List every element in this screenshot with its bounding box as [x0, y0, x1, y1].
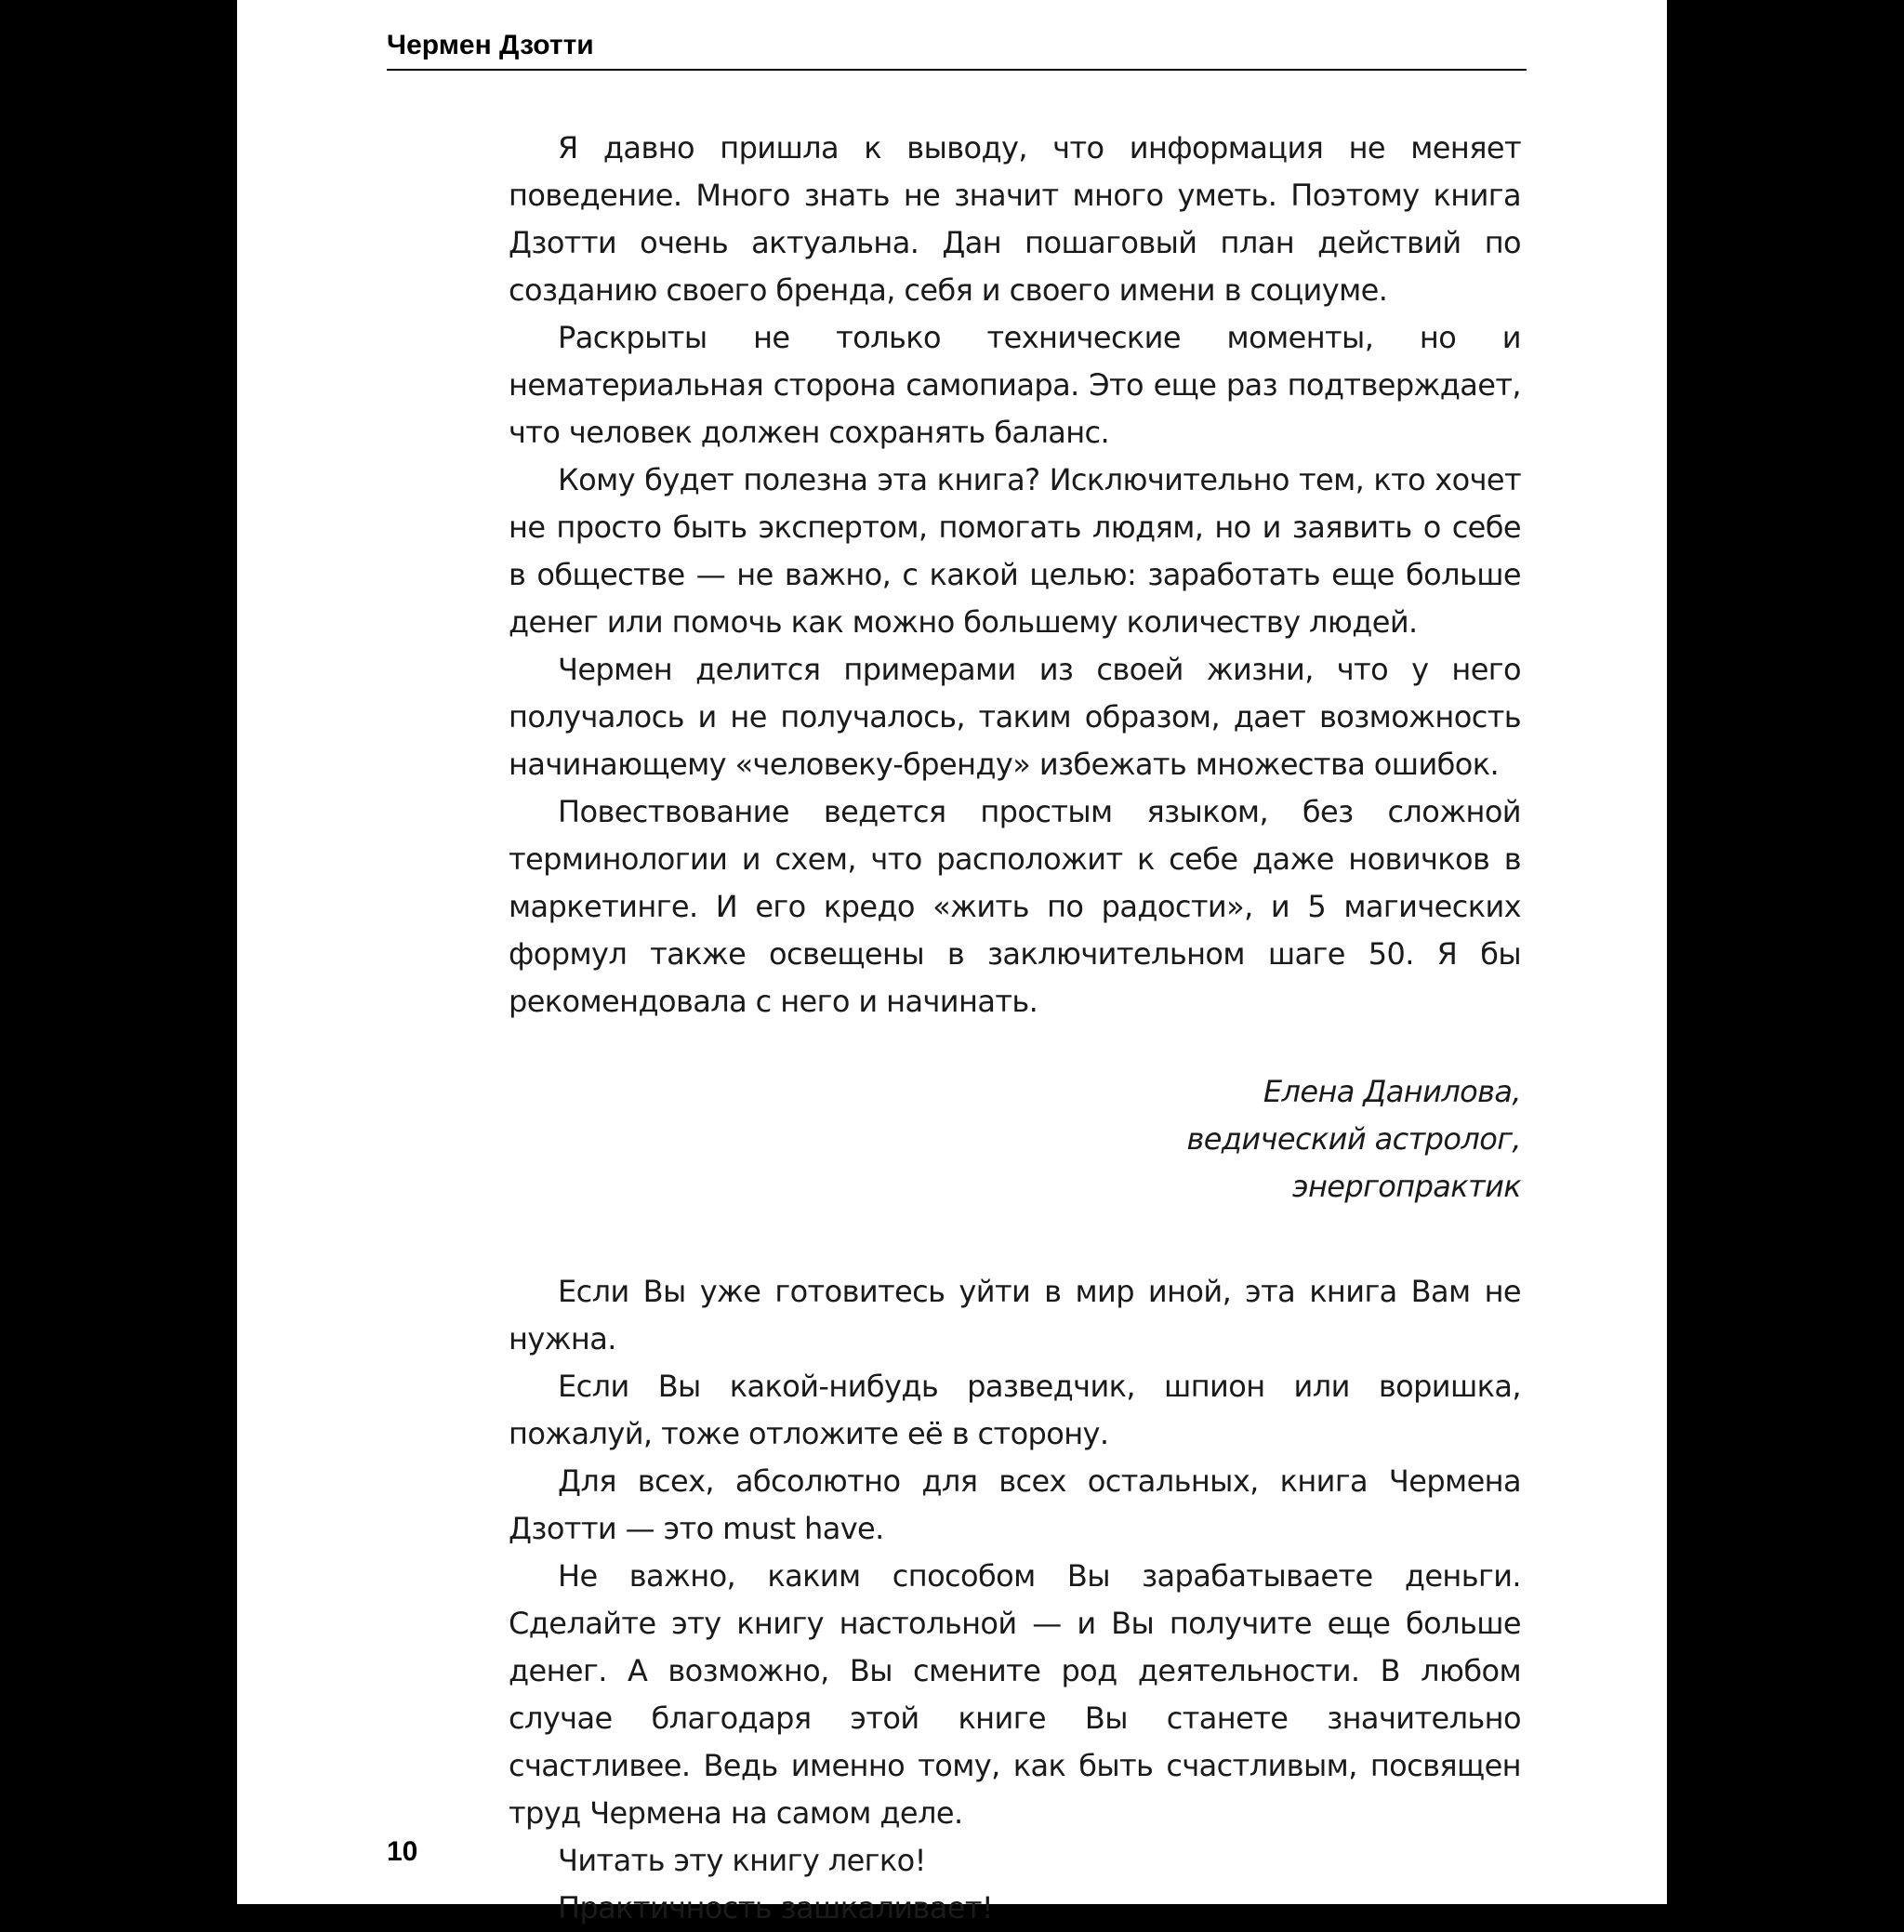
review1-paragraph-5: Повествование ведется простым языком, без сложной терминологии и схем, что расположит к себе даже новичков в маркетинге. И его кредо «жить по радости», и 5 магических формул также освещены в заключительном шаге 50. Я бы рекомендовала с него и начинать. — [509, 794, 1521, 1019]
review1-paragraph-3: Кому будет полезна эта книга? Исключительно тем, кто хочет не просто быть экспертом, помогать людям, но и заявить о себе в обществе — не важно, с какой целью: заработать еще больше денег или помочь как можно большему количеству людей. — [509, 462, 1521, 640]
review1-paragraph-4: Чермен делится примерами из своей жизни, что у него получалось и не получалось, таким образом, дает возможность начинающему «человеку-бренду» избежать множества ошибок. — [509, 652, 1521, 782]
review2-paragraph-2: Если Вы какой-нибудь разведчик, шпион или воришка, пожалуй, тоже отложите её в сторону. — [509, 1369, 1521, 1451]
review2-paragraph-5: Читать эту книгу легко! — [558, 1843, 926, 1878]
signature-name: Елена Данилова, — [1263, 1074, 1521, 1109]
signature-role: ведический астролог, — [1186, 1121, 1521, 1157]
section-gap — [509, 1211, 1521, 1268]
book-page — [237, 0, 1667, 1925]
review2-paragraph-1: Если Вы уже готовитесь уйти в мир иной, эта книга Вам не нужна. — [509, 1274, 1521, 1356]
running-head-title: Чермен Дзотти — [387, 26, 1527, 71]
review1-paragraph-1: Я давно пришла к выводу, что информация не меняет поведение. Много знать не значит много уметь. Поэтому книга Дзотти очень актуальна. Дан пошаговый план действий по созданию своего бренда, себя и своего имени в социуме. — [509, 130, 1521, 308]
page-body — [509, 125, 1521, 1932]
page-number: 10 — [387, 1836, 418, 1867]
review2-paragraph-3: Для всех, абсолютно для всех остальных, книга Чермена Дзотти — это must have. — [509, 1463, 1521, 1546]
review2-paragraph-6: Практичность зашкаливает! — [558, 1890, 994, 1925]
review1-paragraph-2: Раскрыты не только технические моменты, но и нематериальная сторона самопиара. Это еще раз подтверждает, что человек должен сохранять баланс. — [509, 320, 1521, 450]
review2-paragraph-4: Не важно, каким способом Вы зарабатываете деньги. Сделайте эту книгу настольной — и Вы получите еще больше денег. А возможно, Вы смените род деятельности. В любом случае благодаря этой книге Вы станете значительно счастливее. Ведь именно тому, как быть счастливым, посвящен труд Чермена на самом деле. — [509, 1558, 1521, 1831]
signature-role-2: энергопрактик — [1291, 1169, 1521, 1204]
review1-signature — [509, 1068, 1521, 1211]
